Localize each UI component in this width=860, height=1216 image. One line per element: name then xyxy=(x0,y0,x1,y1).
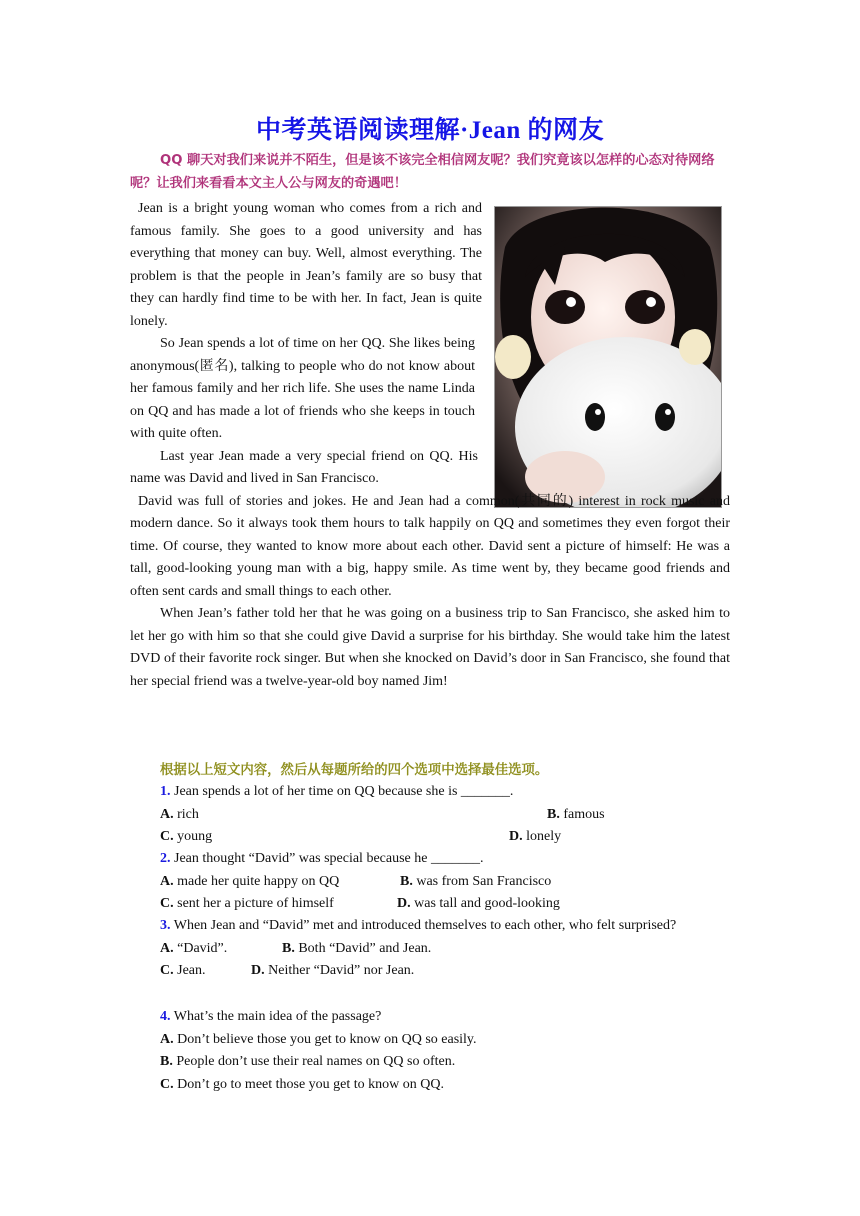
passage-paragraph-2: So Jean spends a lot of time on her QQ. She likes being anonymous(匿名), talking to people who do not know about her famous family and her rich life. She uses the name Linda on QQ and has made a lot of friends who she keeps in touch with quite often. xyxy=(130,336,475,441)
option-b[interactable]: B. was from San Francisco xyxy=(400,873,552,889)
option-c[interactable]: C. young xyxy=(160,829,213,844)
option-a[interactable]: A. Don’t believe those you get to know on QQ so easily. xyxy=(160,1031,477,1047)
instructions: 根据以上短文内容，然后从每题所给的四个选项中选择最佳选项。 xyxy=(160,763,549,778)
option-a[interactable]: A. made her quite happy on QQ xyxy=(160,873,340,889)
question-1 xyxy=(130,781,732,849)
passage-paragraph-3a: Last year Jean made a very special friend on QQ. His name was David and lived in San Francisco. xyxy=(130,448,478,486)
option-a[interactable]: A. “David”. xyxy=(160,940,228,956)
options-row xyxy=(130,960,732,983)
intro-paragraph: QQ 聊天对我们来说并不陌生，但是该不该完全相信网友呢？我们究竟该以怎样的心态对待网络呢？让我们来看看本文主人公与网友的奇遇吧！ xyxy=(130,153,715,191)
question-number: 3. xyxy=(160,918,171,933)
passage-paragraph-4: When Jean’s father told her that he was going on a business trip to San Francisco, she asked him to let her go with him so that she could give David a surprise for his birthday. She would take him the latest DVD of their favorite rock singer. But when she knocked on David’s door in San Francisco, she found that her special friend was a twelve-year-old boy named Jim! xyxy=(130,606,730,689)
question-stem: Jean thought “David” was special because he _______. xyxy=(174,851,484,866)
question-2 xyxy=(130,848,732,916)
option-d[interactable]: D. Neither “David” nor Jean. xyxy=(251,963,415,978)
options-row xyxy=(130,893,732,916)
option-c[interactable]: C. sent her a picture of himself xyxy=(160,896,334,911)
option-c[interactable]: C. Don’t go to meet those you get to know on QQ. xyxy=(160,1076,445,1092)
option-a[interactable]: A. rich xyxy=(160,806,199,822)
question-3 xyxy=(130,915,732,983)
options-row xyxy=(130,938,732,961)
option-b[interactable]: B. People don’t use their real names on QQ so often. xyxy=(160,1054,456,1069)
question-stem: What’s the main idea of the passage? xyxy=(173,1009,382,1024)
options-row xyxy=(130,826,732,849)
page-title: 中考英语阅读理解·Jean 的网友 xyxy=(255,117,605,144)
option-d[interactable]: D. lonely xyxy=(509,829,562,844)
options-row xyxy=(130,871,732,894)
passage-paragraph-1: Jean is a bright young woman who comes from a rich and famous family. She goes to a good university and has everything that money can buy. Well, almost everything. The problem is that the people in Jean’s family are so busy that they can hardly find time to be with her. In fact, Jean is quite lonely. xyxy=(130,201,482,329)
passage-paragraph-3b: David was full of stories and jokes. He and Jean had a common(共同的) interest in rock music and modern dance. So it always took them hours to talk happily on QQ and sometimes they even forgot their time. Of course, they wanted to know more about each other. David sent a picture of himself: He was a tall, good-looking young man with a big, happy smile. As time went by, they became good friends and often sent cards and small things to each other. xyxy=(130,493,730,599)
option-b[interactable]: B. Both “David” and Jean. xyxy=(282,940,432,956)
reading-passage xyxy=(130,198,730,693)
question-stem: Jean spends a lot of her time on QQ because she is _______. xyxy=(174,784,514,799)
question-number: 1. xyxy=(160,784,171,799)
option-d[interactable]: D. was tall and good-looking xyxy=(397,896,560,911)
question-number: 2. xyxy=(160,851,171,866)
options-row xyxy=(130,804,732,827)
question-number: 4. xyxy=(160,1009,171,1024)
option-c[interactable]: C. Jean. xyxy=(160,963,206,978)
question-4 xyxy=(130,1006,732,1096)
option-b[interactable]: B. famous xyxy=(547,806,605,822)
question-stem: When Jean and “David” met and introduced themselves to each other, who felt surprised? xyxy=(173,918,677,933)
